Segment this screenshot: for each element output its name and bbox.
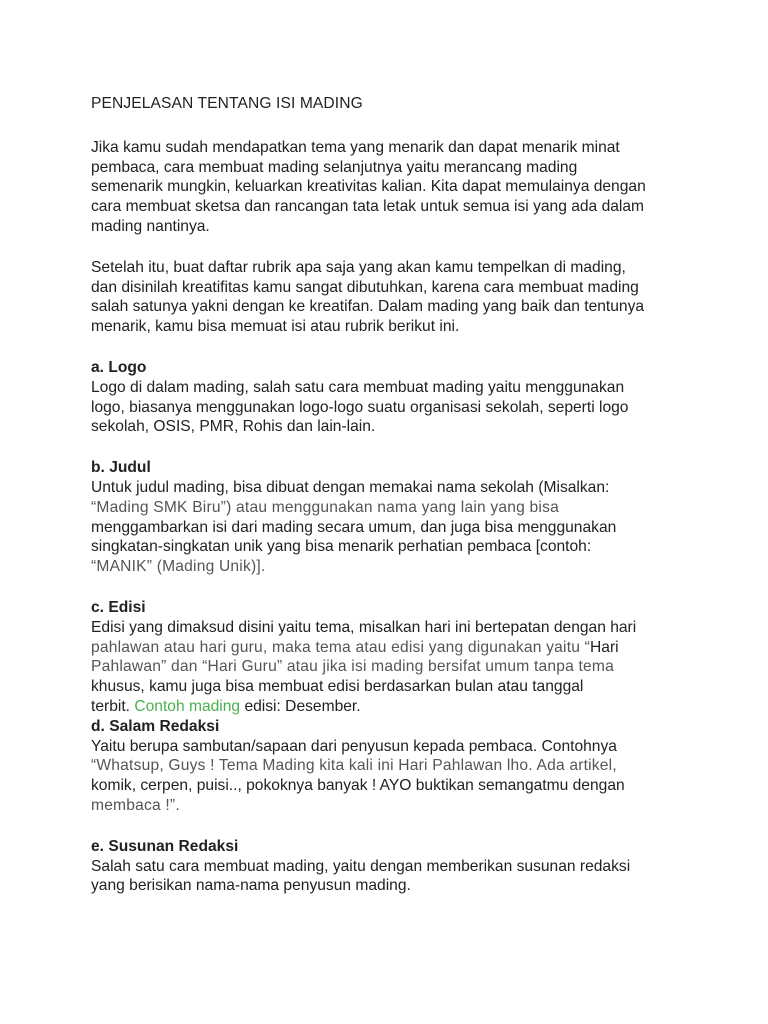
text-line: salah satunya yakni dengan ke kreatifan. Dalam mading yang baik dan tentunya bbox=[91, 298, 645, 316]
text-line: komik, cerpen, puisi.., pokoknya banyak ! AYO buktikan semangatmu dengan bbox=[91, 777, 625, 795]
intro-paragraph-1 bbox=[91, 138, 691, 237]
section-salam-redaksi bbox=[91, 717, 691, 816]
text-line: semenarik mungkin, keluarkan kreativitas kalian. Kita dapat memulainya dengan bbox=[91, 178, 646, 196]
document-title: PENJELASAN TENTANG ISI MADING bbox=[91, 95, 363, 112]
text-segment: terbit. bbox=[91, 697, 135, 715]
text-line: menarik, kamu bisa memuat isi atau rubrik berikut ini. bbox=[91, 318, 460, 336]
section-judul bbox=[91, 458, 691, 577]
text-line: Untuk judul mading, bisa dibuat dengan memakai nama sekolah (Misalkan: bbox=[91, 478, 610, 496]
text-line: cara membuat sketsa dan rancangan tata letak untuk semua isi yang ada dalam bbox=[91, 198, 645, 216]
section-susunan-redaksi bbox=[91, 837, 691, 896]
text-line: Setelah itu, buat daftar rubrik apa saja yang akan kamu tempelkan di mading, bbox=[91, 258, 626, 276]
text-line: mading nantinya. bbox=[91, 217, 210, 235]
text-line: “MANIK” (Mading Unik)]. bbox=[91, 558, 266, 576]
section-heading-judul: b. Judul bbox=[91, 459, 151, 477]
text-line: “Whatsup, Guys ! Tema Mading kita kali ini Hari Pahlawan lho. Ada artikel, bbox=[91, 757, 617, 775]
text-line: singkatan-singkatan unik yang bisa menarik perhatian pembaca [contoh: bbox=[91, 538, 592, 556]
contoh-mading-link[interactable]: Contoh mading bbox=[134, 697, 241, 715]
text-line: Logo di dalam mading, salah satu cara membuat mading yaitu menggunakan bbox=[91, 378, 625, 396]
section-heading-salam-redaksi: d. Salam Redaksi bbox=[91, 717, 220, 735]
text-line: menggambarkan isi dari mading secara umum, dan juga bisa menggunakan bbox=[91, 518, 617, 536]
text-line bbox=[91, 697, 691, 717]
text-line: sekolah, OSIS, PMR, Rohis dan lain-lain. bbox=[91, 418, 376, 436]
text-segment: Hari bbox=[590, 638, 619, 656]
text-line: “Mading SMK Biru”) atau menggunakan nama yang lain yang bisa bbox=[91, 498, 559, 516]
text-segment: pahlawan atau hari guru, maka tema atau edisi yang digunakan yaitu “ bbox=[91, 638, 591, 656]
document-body bbox=[91, 94, 691, 917]
text-line: logo, biasanya menggunakan logo-logo suatu organisasi sekolah, seperti logo bbox=[91, 398, 629, 416]
text-line: Salah satu cara membuat mading, yaitu dengan memberikan susunan redaksi bbox=[91, 857, 631, 875]
intro-paragraph-2 bbox=[91, 258, 691, 337]
text-segment: edisi: Desember. bbox=[240, 697, 361, 715]
text-line: yang berisikan nama-nama penyusun mading. bbox=[91, 877, 411, 895]
text-line: Yaitu berupa sambutan/sapaan dari penyusun kepada pembaca. Contohnya bbox=[91, 737, 617, 755]
text-line: pembaca, cara membuat mading selanjutnya yaitu merancang mading bbox=[91, 158, 578, 176]
text-line: Edisi yang dimaksud disini yaitu tema, misalkan hari ini bertepatan dengan hari bbox=[91, 618, 637, 636]
section-heading-logo: a. Logo bbox=[91, 358, 147, 376]
text-line bbox=[91, 638, 691, 658]
section-heading-susunan-redaksi: e. Susunan Redaksi bbox=[91, 837, 239, 855]
section-edisi bbox=[91, 598, 691, 717]
text-line: Pahlawan” dan “Hari Guru” atau jika isi mading bersifat umum tanpa tema bbox=[91, 658, 614, 676]
text-line: khusus, kamu juga bisa membuat edisi berdasarkan bulan atau tanggal bbox=[91, 678, 584, 696]
section-logo bbox=[91, 358, 691, 437]
section-heading-edisi: c. Edisi bbox=[91, 598, 146, 616]
text-line: dan disinilah kreatifitas kamu sangat dibutuhkan, karena cara membuat mading bbox=[91, 278, 639, 296]
text-line: Jika kamu sudah mendapatkan tema yang menarik dan dapat menarik minat bbox=[91, 138, 620, 156]
text-line: membaca !”. bbox=[91, 796, 180, 814]
